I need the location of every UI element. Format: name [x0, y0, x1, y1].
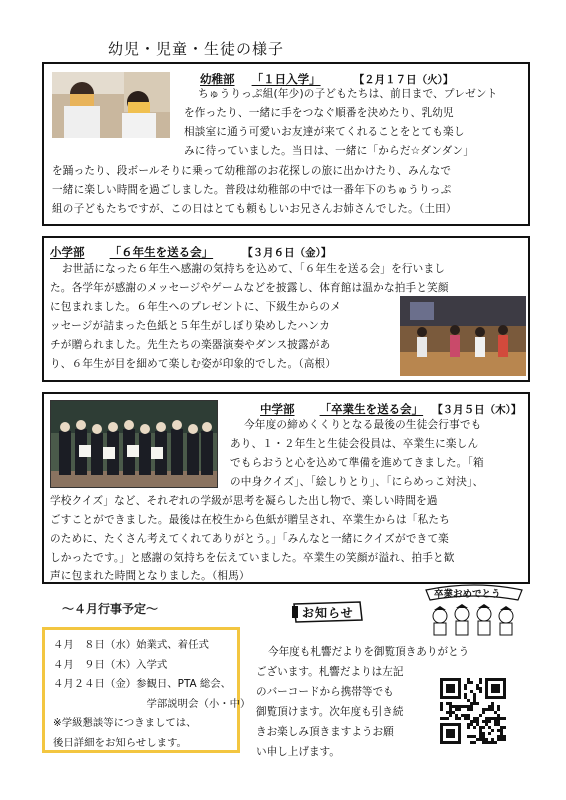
- elem-line-1: お世話になった６年生へ感謝の気持ちを込めて、「６年生を送る会」を行いまし: [62, 263, 446, 275]
- kinder-line-4: みに待っていました。当日は、一緒に「からだ☆ダンダン」: [184, 145, 475, 157]
- junior-line-8: しかったです。」と感謝の気持ちを伝えていました。卒業生の笑顔が溢れ、拍手と歓: [50, 552, 455, 564]
- junior-line-1: 今年度の締めくくりとなる最後の生徒会行事でも: [244, 419, 482, 431]
- elementary-section: [42, 236, 530, 382]
- event-line-3: ４月２４日（金）参観日、PTA 総会、: [53, 678, 232, 691]
- page-title: 幼児・児童・生徒の様子: [108, 40, 285, 58]
- notice-line-6: い申し上げます。: [256, 746, 340, 758]
- junior-line-9: 声に包まれた時間となりました。（相馬）: [50, 570, 250, 582]
- junior-line-5: 学校クイズ」など、それぞれの学級が思考を凝らした出し物で、楽しい時間を過: [50, 495, 438, 507]
- notice-badge-label: お知らせ: [302, 606, 354, 620]
- notice-line-3: のバーコードから携帯等でも: [256, 686, 394, 698]
- kinder-line-2: を作ったり、一緒に手をつなぐ順番を決めたり、乳幼児: [184, 107, 454, 119]
- junior-line-3: でもらおうと心を込めて準備を進めてきました。「箱: [230, 457, 484, 469]
- event-line-2: ４月 ９日（木）入学式: [53, 658, 168, 671]
- elementary-photo: [400, 296, 526, 376]
- notice-line-4: 御覧頂けます。次年度も引き続: [256, 706, 404, 718]
- event-line-6: 後日詳細をお知らせします。: [53, 736, 187, 749]
- junior-event: 「卒業生を送る会」: [319, 402, 424, 416]
- graduation-illustration: [422, 580, 526, 636]
- notice-line-5: きお楽しみ頂きますようお願: [256, 726, 394, 738]
- events-box: [42, 627, 251, 753]
- kinder-line-5: を踊ったり、段ボールそりに乗って幼稚部のお花探しの旅に出かけたり、みんなで: [52, 165, 452, 177]
- kinder-line-3: 相談室に通う可愛いお友達が来てくれることをとても楽し: [184, 126, 465, 138]
- junior-dept: 中学部: [260, 402, 295, 416]
- junior-line-6: ごすことができました。最後は在校生から色紙が贈呈され、卒業生からは「私たち: [50, 514, 451, 526]
- junior-line-4: の中身クイズ」、「絵しりとり」、「にらめっこ対決」、: [230, 476, 484, 488]
- kinder-line-6: 一緒に楽しい時間を過ごしました。普段は幼稚部の中では一番年下のちゅうりっぷ: [52, 184, 452, 196]
- elem-date: 【３月６日（金）】: [242, 247, 332, 259]
- notice-badge: [290, 600, 366, 624]
- elem-line-6: り、６年生が目を細めて楽しむ姿が印象的でした。（高根）: [50, 358, 337, 370]
- junior-line-2: あり、１・２年生と生徒会役員は、卒業生に楽しん: [230, 438, 479, 450]
- elem-line-4: ッセージが詰まった色紙と５年生がしぼり染めしたハンカ: [50, 320, 330, 332]
- graduation-banner-text: 卒業おめでとう: [434, 589, 501, 600]
- elem-event: 「６年生を送る会」: [109, 245, 214, 259]
- junior-high-photo: [50, 400, 218, 488]
- kinder-line-7: 組の子どもたちですが、この日はとても頼もしいお兄さんお姉さんでした。（土田）: [52, 203, 457, 215]
- elem-line-3: に包まれました。６年生へのプレゼントに、下級生からのメ: [50, 301, 342, 313]
- notice-line-2: ございます。札響だよりは左記: [256, 666, 404, 678]
- kinder-event: 「１日入学」: [251, 72, 321, 86]
- kindergarten-section: [42, 62, 530, 226]
- notice-line-1: 今年度も札響だよりを御覧頂きありがとう: [268, 646, 470, 658]
- kindergarten-photo: [52, 72, 170, 138]
- elem-line-5: チが贈られました。先生たちの楽器演奏やダンス披露があ: [50, 339, 331, 351]
- junior-date: 【３月５日（木）】: [432, 404, 522, 416]
- event-line-1: ４月 ８日（水）始業式、着任式: [53, 639, 209, 651]
- event-line-4: 学部説明会（小・中）: [53, 697, 251, 710]
- kinder-dept: 幼稚部: [200, 72, 235, 86]
- elem-dept: 小学部: [50, 245, 85, 259]
- junior-line-7: のために、たくさん考えてくれてありがとう。」「みんなと一緒にクイズができて楽: [50, 533, 449, 545]
- elem-line-2: た。各学年が感謝のメッセージやゲームなどを披露し、体育館は温かな拍手と笑顔: [50, 282, 449, 294]
- kinder-line-1: ちゅうりっぷ組(年少)の子どもたちは、前日まで、プレゼント: [198, 88, 498, 100]
- events-title: ～４月行事予定～: [62, 602, 159, 616]
- event-line-5: ※学級懇談等につきましては、: [53, 717, 197, 730]
- kinder-date: 【２月１７日（火）】: [353, 74, 454, 86]
- junior-high-section: [42, 392, 530, 584]
- qr-code[interactable]: [440, 678, 506, 744]
